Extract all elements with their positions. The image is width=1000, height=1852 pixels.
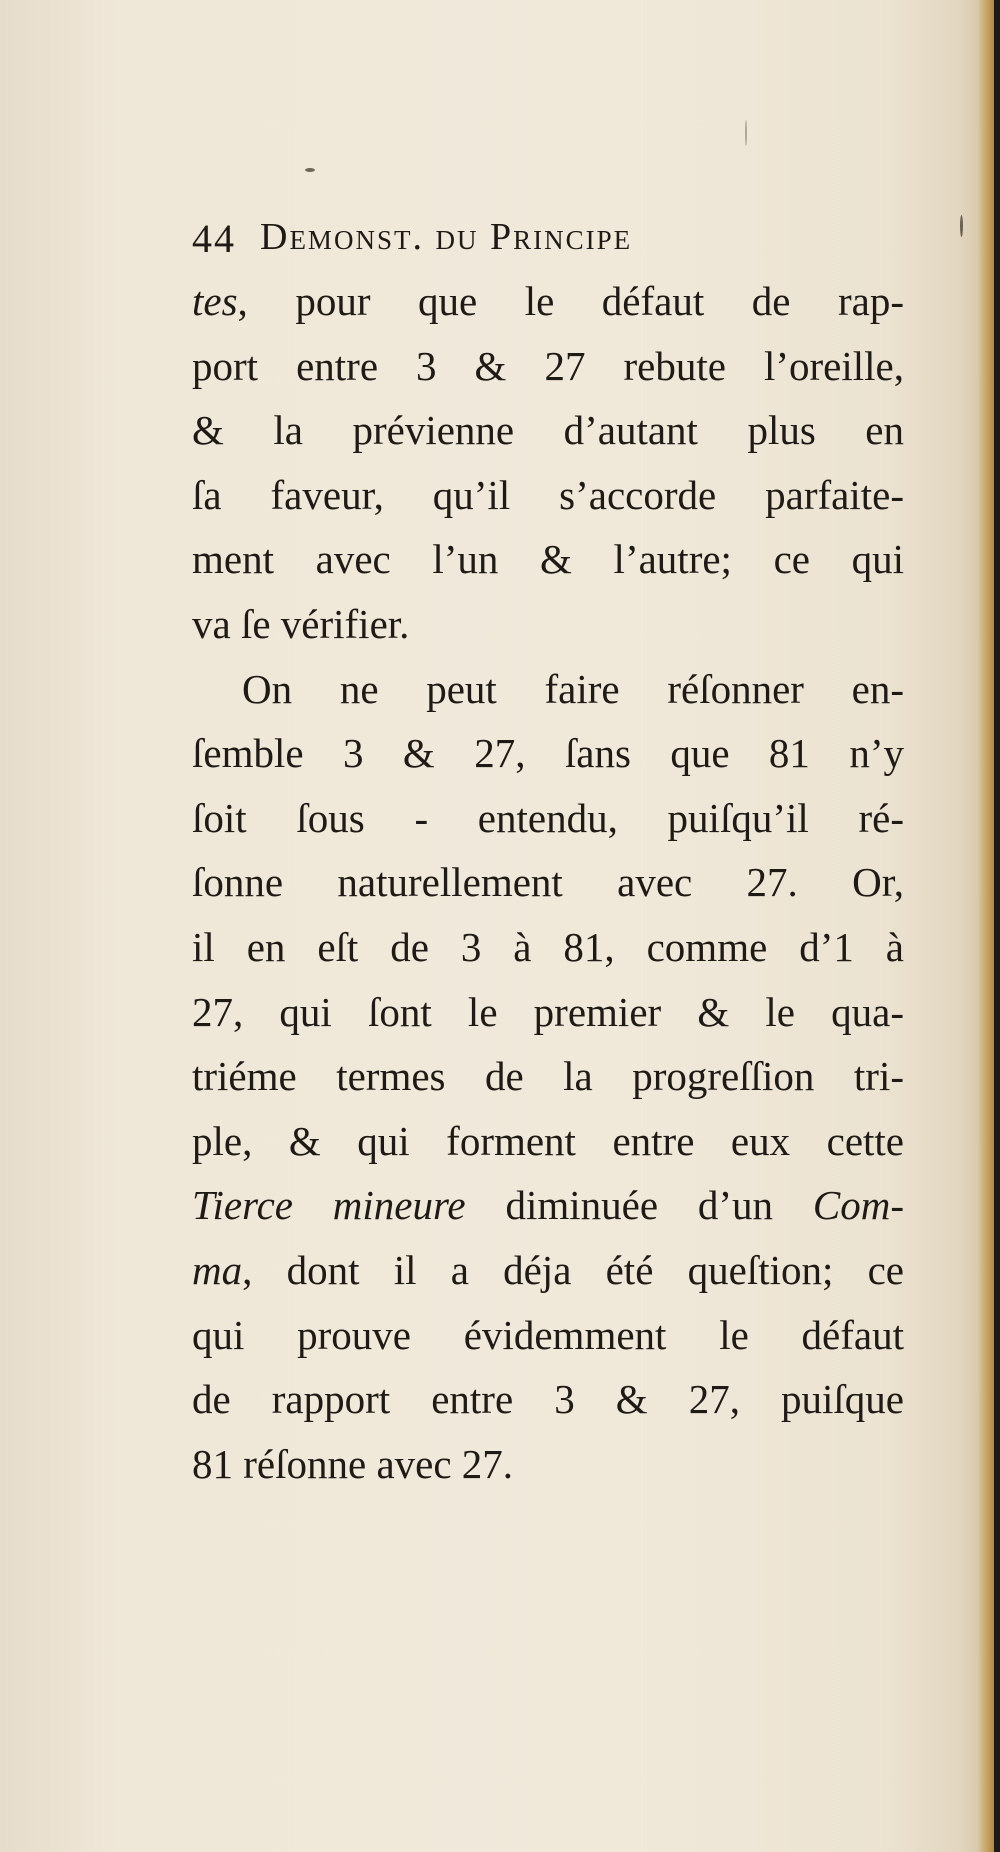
text-line: triéme termes de la progreſſion tri-: [192, 1053, 904, 1100]
line-text: diminuée d’un: [465, 1182, 813, 1229]
ink-speck: [745, 120, 747, 146]
page-number: 44: [192, 216, 236, 261]
italic-word: tes: [192, 278, 238, 324]
line-text: , dont il a déja été queſtion; ce: [242, 1246, 904, 1293]
text-line: [192, 269, 904, 334]
text-line: & la prévienne d’autant plus en: [192, 407, 904, 454]
text-line: 27, qui ſont le premier & le qua-: [192, 988, 904, 1035]
text-line: ple, & qui forment entre eux cette: [192, 1117, 904, 1164]
page-header: [192, 205, 904, 269]
page-edge-dark: [994, 0, 1000, 1852]
text-line: qui prouve évidemment le défaut: [192, 1311, 904, 1358]
text-line: ſonne naturellement avec 27. Or,: [192, 859, 904, 906]
text-line: va ſe vérifier.: [192, 600, 410, 647]
running-title: Demonst. du Principe: [260, 216, 633, 258]
text-line: On ne peut faire réſonner en-: [242, 665, 904, 712]
text-block: [192, 205, 904, 1496]
text-line: ſemble 3 & 27, ſans que 81 n’y: [192, 730, 904, 777]
text-line: [192, 1238, 904, 1303]
italic-word: Com-: [812, 1182, 904, 1229]
text-line: ment avec l’un & l’autre; ce qui: [192, 536, 904, 583]
line-text: , pour que le défaut de rap-: [237, 278, 904, 324]
text-line: il en eſt de 3 à 81, comme d’1 à: [192, 923, 904, 970]
text-line: ſoit ſous - entendu, puiſqu’il ré-: [192, 794, 904, 841]
text-line: [192, 1173, 904, 1238]
ink-speck: [305, 168, 315, 172]
italic-phrase: Tierce mineure: [192, 1182, 466, 1229]
text-line: de rapport entre 3 & 27, puiſque: [192, 1376, 904, 1423]
text-line: ſa faveur, qu’il s’accorde parfaite-: [192, 471, 904, 518]
text-line: 81 réſonne avec 27.: [192, 1440, 514, 1487]
ink-speck: [960, 215, 963, 237]
italic-word: ma: [192, 1246, 243, 1293]
text-line: port entre 3 & 27 rebute l’oreille,: [192, 342, 904, 389]
